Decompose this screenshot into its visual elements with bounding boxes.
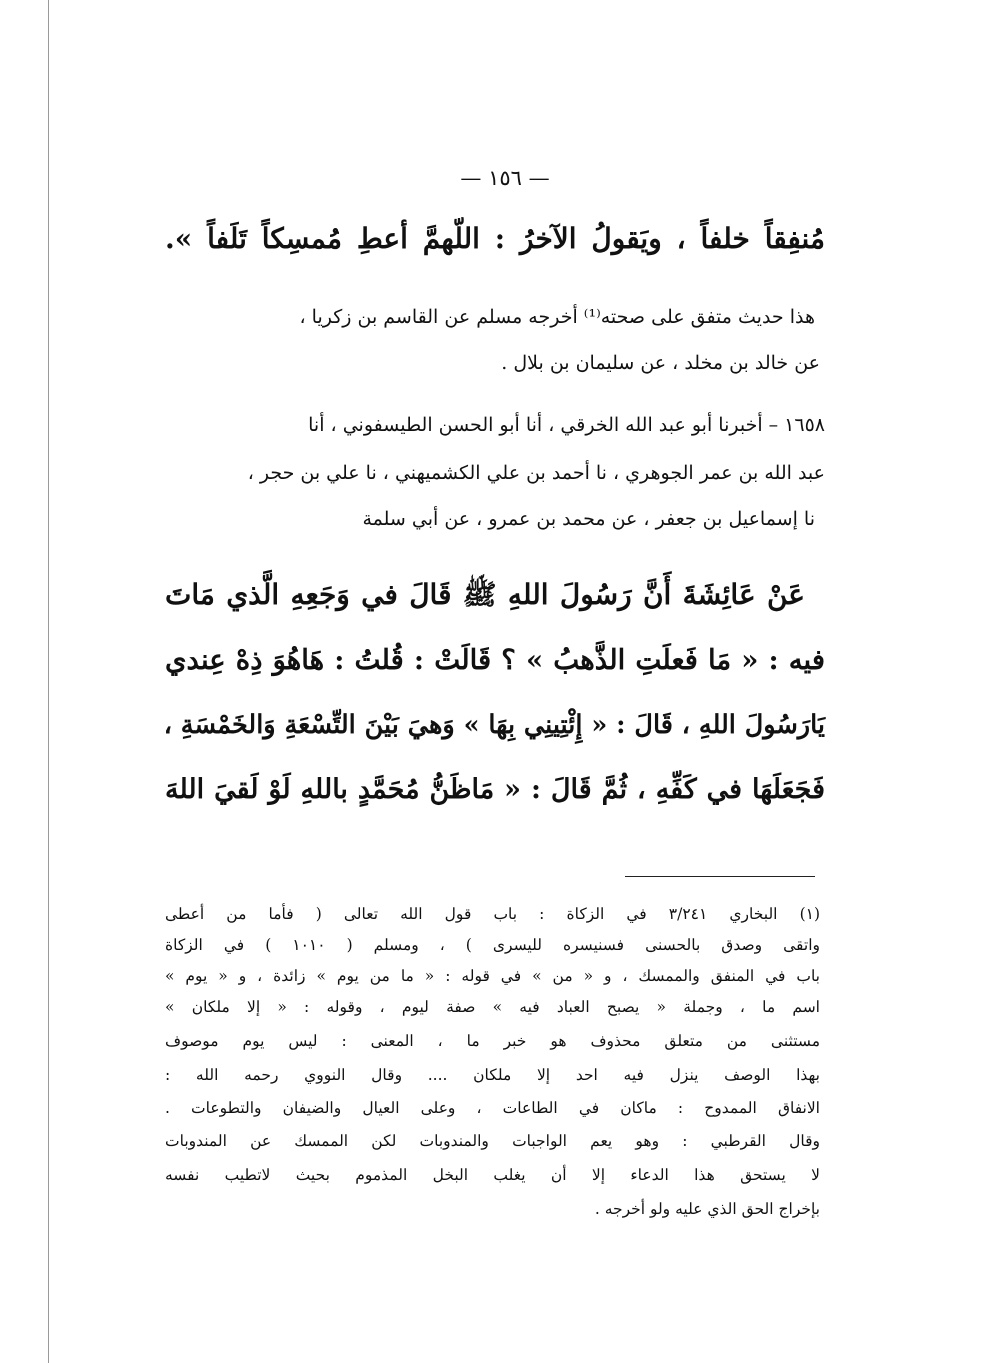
book-page xyxy=(165,0,825,1363)
footnote-line: اسم ما ، وجملة « يصبح العباد فيه » صفة ليوم ، وقوله : « إلا ملكان » xyxy=(165,998,820,1016)
footnote-line: (١) البخاري ٣/٢٤١ في الزكاة : باب قول الله تعالى ( فأما من أعطى xyxy=(165,905,821,923)
footnote-line: الانفاق الممدوح : ماكان في الطاعات ، وعلى العيال والضيفان والتطوعات . xyxy=(165,1099,820,1117)
matn-line-1: عَنْ عَائِشَةَ أَنَّ رَسُولَ اللهِ ﷺ قَالَ في وَجَعِهِ الَّذي مَاتَ xyxy=(165,578,805,611)
isnad-line-2: عبد الله بن عمر الجوهري ، نا أحمد بن علي الكشميهني ، نا علي بن حجر ، xyxy=(247,462,825,484)
footnote-line: مستثنى من متعلق محذوف هو خبر ما ، المعنى : ليس يوم موصوف xyxy=(165,1032,820,1050)
verification-line-2: عن خالد بن مخلد ، عن سليمان بن بلال . xyxy=(501,352,820,374)
hadith-continuation: مُنفِقاً خلفاً ، ويَقولُ الآخرُ : اللّهمَّ أعطِ مُمسِكاً تَلَفاً ». xyxy=(165,222,825,255)
matn-line-4: فَجَعَلَهَا في كَفِّهِ ، ثُمَّ قَالَ : « مَاظَنُّ مُحَمَّدٍ باللهِ لَوْ لَقيَ اللهَ xyxy=(165,774,825,805)
footnote-line: وقال القرطبي : وهو يعم الواجبات والمندوبات لكن الممسك عن المندوبات xyxy=(165,1132,820,1150)
isnad-line-3: نا إسماعيل بن جعفر ، عن محمد بن عمرو ، عن أبي سلمة xyxy=(362,508,815,530)
matn-line-2: فيه : « مَا فَعلَتِ الذَّهبُ » ؟ قَالَتْ : قُلتُ : هَاهُوَ ذِهْ عِندي xyxy=(165,644,825,676)
footnote-line: بهذا الوصف ينزل فيه احد إلا ملكان .... وقال النووي رحمه الله : xyxy=(165,1066,820,1084)
scan-left-edge xyxy=(48,0,49,1363)
matn-line-3: يَارَسُولَ اللهِ ، قَالَ : « إِئْتِينِي بِهَا » وَهيَ بَيْنَ التِّسْعَةِ وَالخَمْسَةِ ، xyxy=(163,710,825,740)
footnote-line: لا يستحق هذا الدعاء إلا أن يغلب البخل المذموم بحيث لاتطيب نفسه xyxy=(165,1166,820,1184)
footnote-divider xyxy=(625,876,815,877)
footnote-line: باب في المنفق والممسك ، و « من » في قوله : « ما من يوم » زائدة ، و « يوم » xyxy=(165,967,820,985)
verification-line-1: هذا حديث متفق على صحته⁽¹⁾ أخرجه مسلم عن القاسم بن زكريا ، xyxy=(299,306,815,328)
footnote-line: بإخراج الحق الذي عليه ولو أخرجه . xyxy=(594,1200,820,1218)
footnote-line: واتقى وصدق بالحسنى فسنيسره لليسرى ) ، ومسلم ( ١٠١٠ ) في الزكاة xyxy=(165,936,820,954)
isnad-line-1: ١٦٥٨ – أخبرنا أبو عبد الله الخرقي ، أنا أبو الحسن الطيسفوني ، أنا xyxy=(308,414,825,436)
page-number: — ١٥٦ — xyxy=(460,166,550,190)
